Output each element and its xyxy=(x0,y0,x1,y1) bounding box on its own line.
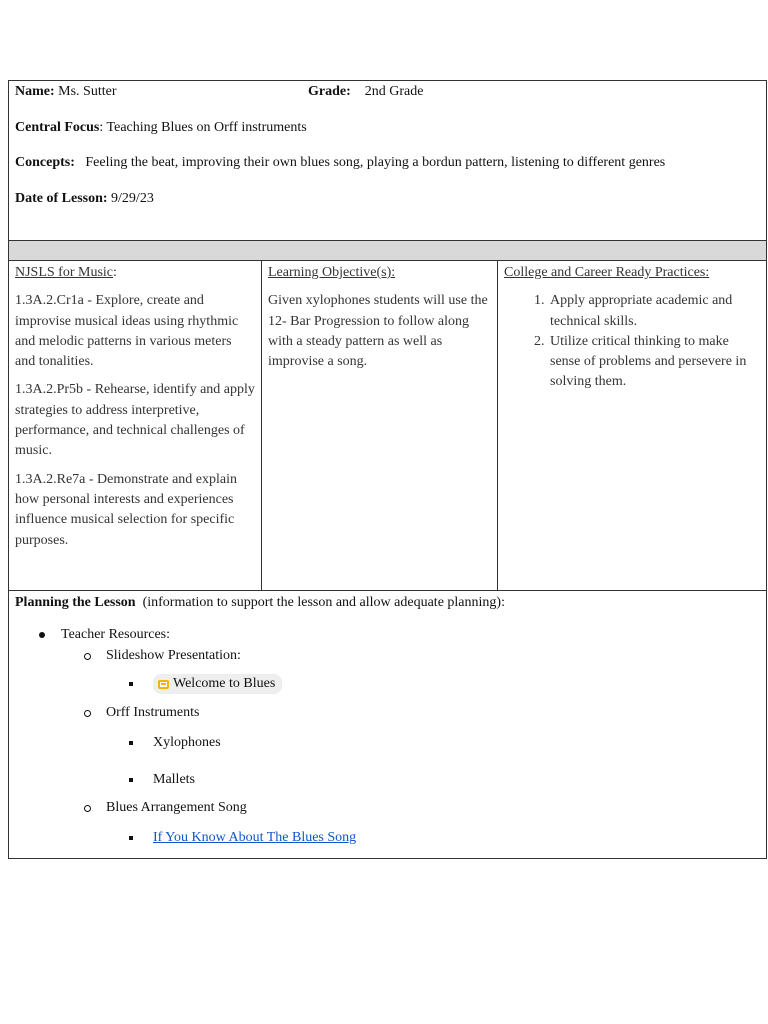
njsls-standard: 1.3A.2.Re7a - Demonstrate and explain how personal interests and experiences influence musical selection for specific purposes. xyxy=(15,471,237,548)
njsls-standard: 1.3A.2.Pr5b - Rehearse, identify and apply strategies to address interpretive, performance, and technical challenges of music. xyxy=(15,382,255,459)
grade-label: Grade: xyxy=(308,84,351,99)
planning-subtitle: (information to support the lesson and allow adequate planning): xyxy=(142,595,505,610)
slideshow-link-chip[interactable] xyxy=(153,674,282,694)
blues-song-link[interactable]: If You Know About The Blues Song xyxy=(153,830,357,845)
concepts-label: Concepts: xyxy=(15,155,75,170)
lesson-header xyxy=(8,80,767,241)
concepts-value: Feeling the beat, improving their own blues song, playing a bordun pattern, listening to different genres xyxy=(85,155,666,170)
square-bullet-icon xyxy=(129,836,133,840)
slides-icon xyxy=(158,680,169,689)
central-focus-line xyxy=(15,118,307,138)
njsls-standard: 1.3A.2.Cr1a - Explore, create and improvise musical ideas using rhythmic and melodic patterns in various meters and tonalities. xyxy=(15,293,239,370)
gray-divider-band xyxy=(8,241,767,261)
teacher-name-line xyxy=(15,82,117,102)
focus-value: : Teaching Blues on Orff instruments xyxy=(99,120,307,135)
circle-bullet-icon xyxy=(84,805,91,812)
focus-label: Central Focus xyxy=(15,120,100,135)
list-item xyxy=(129,733,221,753)
bullet-icon xyxy=(39,632,45,638)
xylophones-label: Xylophones xyxy=(153,735,221,750)
square-bullet-icon xyxy=(129,682,133,686)
objective-heading: Learning Objective(s): xyxy=(268,265,396,280)
ccr-practices-column xyxy=(498,261,766,590)
concepts-line xyxy=(15,153,665,173)
teacher-resources-label: Teacher Resources: xyxy=(61,627,171,642)
ccr-list xyxy=(504,291,760,392)
name-label: Name: xyxy=(15,84,55,99)
objective-text: Given xylophones students will use the 12- Bar Progression to follow along with a steady pattern as well as improvise a song. xyxy=(268,293,488,370)
list-item xyxy=(39,625,170,645)
grade-value: 2nd Grade xyxy=(364,84,424,99)
list-item xyxy=(129,674,282,694)
date-value: 9/29/23 xyxy=(111,191,154,206)
list-item xyxy=(84,798,247,818)
blues-song-label: Blues Arrangement Song xyxy=(106,800,247,815)
grade-line xyxy=(308,82,423,102)
lesson-plan-sheet xyxy=(8,80,767,859)
slideshow-link-text: Welcome to Blues xyxy=(173,676,276,691)
ccr-heading: College and Career Ready Practices: xyxy=(504,265,710,280)
standards-objectives-row xyxy=(8,261,767,591)
njsls-heading: NJSLS for Music: xyxy=(15,265,117,280)
square-bullet-icon xyxy=(129,778,133,782)
njsls-column xyxy=(9,261,262,590)
date-line xyxy=(15,189,154,209)
list-item xyxy=(84,703,199,723)
list-item xyxy=(129,770,195,790)
list-item xyxy=(129,828,356,848)
orff-label: Orff Instruments xyxy=(106,705,200,720)
mallets-label: Mallets xyxy=(153,772,195,787)
planning-heading xyxy=(15,593,760,613)
list-item xyxy=(84,646,241,666)
planning-title: Planning the Lesson xyxy=(15,595,136,610)
circle-bullet-icon xyxy=(84,710,91,717)
learning-objective-column xyxy=(262,261,498,590)
slideshow-label: Slideshow Presentation: xyxy=(106,648,241,663)
ccr-item: 2. Utilize critical thinking to make sense of problems and persevere in solving them. xyxy=(548,332,760,393)
ccr-item: 1. Apply appropriate academic and technical skills. xyxy=(548,291,760,332)
planning-section xyxy=(8,591,767,859)
date-label: Date of Lesson: xyxy=(15,191,108,206)
name-value: Ms. Sutter xyxy=(58,84,117,99)
square-bullet-icon xyxy=(129,741,133,745)
circle-bullet-icon xyxy=(84,653,91,660)
